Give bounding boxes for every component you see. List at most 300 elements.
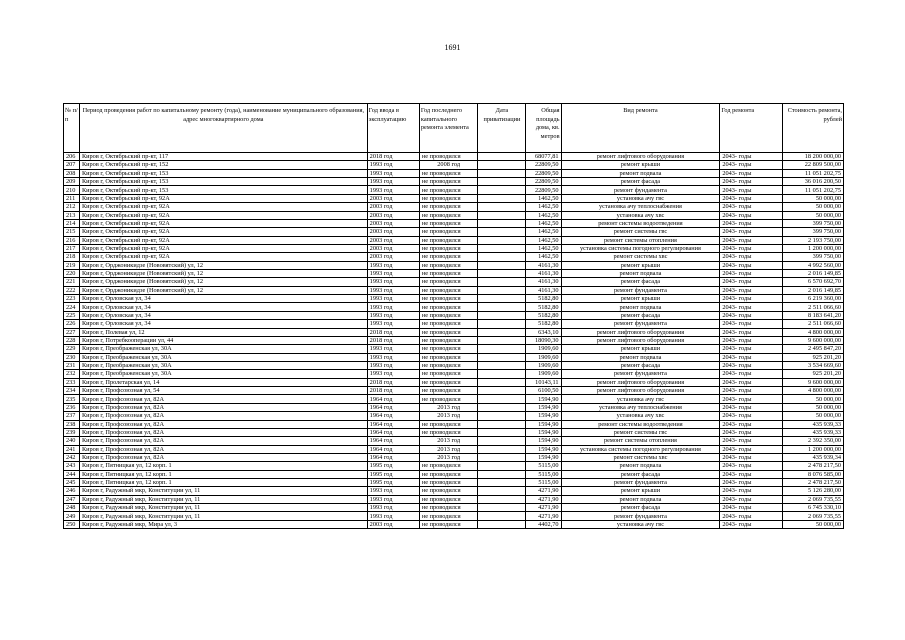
row-commission-year: 1964 год [367,445,419,453]
row-repair-type: ремонт лифтового оборудования [561,153,720,161]
row-privatization [478,320,526,328]
table-row [64,278,844,286]
table-row [64,219,844,227]
row-number: 243 [64,462,80,470]
row-cost: 6 745 330,10 [783,504,844,512]
row-repair-type: ремонт подвала [561,353,720,361]
row-cost: 50 000,00 [783,520,844,528]
row-repair-year: 2043- годы [720,420,783,428]
row-commission-year: 1993 год [367,270,419,278]
row-cost: 50 000,00 [783,203,844,211]
row-commission-year: 1993 год [367,161,419,169]
row-cost: 18 200 000,00 [783,153,844,161]
row-address: Киров г, Пятницкая ул, 12 корп. 1 [79,462,367,470]
row-number: 226 [64,320,80,328]
row-repair-year: 2043- годы [720,378,783,386]
row-repair-year: 2043- годы [720,479,783,487]
row-last-repair: не проводился [419,370,478,378]
row-repair-type: ремонт системы водоотведения [561,420,720,428]
row-privatization [478,495,526,503]
row-cost: 8 183 641,20 [783,311,844,319]
row-commission-year: 2018 год [367,153,419,161]
row-number: 229 [64,345,80,353]
table-row [64,504,844,512]
row-number: 248 [64,504,80,512]
row-last-repair: не проводился [419,153,478,161]
row-repair-type: ремонт системы хвс [561,253,720,261]
row-last-repair: 2013 год [419,453,478,461]
row-cost: 50 000,00 [783,403,844,411]
row-repair-type: ремонт крыши [561,261,720,269]
row-address: Киров г, Профсоюзная ул, 82А [79,395,367,403]
row-repair-type: ремонт системы отопления [561,236,720,244]
row-repair-type: ремонт подвала [561,169,720,177]
row-address: Киров г, Пятницкая ул, 12 корп. 1 [79,470,367,478]
row-repair-year: 2043- годы [720,303,783,311]
row-repair-year: 2043- годы [720,361,783,369]
row-repair-type: ремонт подвала [561,495,720,503]
row-last-repair: не проводился [419,303,478,311]
row-privatization [478,336,526,344]
table-row [64,512,844,520]
row-repair-year: 2043- годы [720,336,783,344]
row-cost: 4 800 000,00 [783,328,844,336]
row-address: Киров г, Пятницкая ул, 12 корп. 1 [79,479,367,487]
row-privatization [478,445,526,453]
row-number: 208 [64,169,80,177]
row-commission-year: 2003 год [367,203,419,211]
table-row [64,320,844,328]
row-repair-year: 2043- годы [720,153,783,161]
row-area: 1462,50 [526,253,561,261]
row-cost: 2 511 066,60 [783,303,844,311]
row-last-repair: не проводился [419,278,478,286]
row-address: Киров г, Преображенская ул, 30А [79,370,367,378]
row-cost: 2 069 735,55 [783,512,844,520]
table-row [64,186,844,194]
row-number: 244 [64,470,80,478]
row-repair-year: 2043- годы [720,437,783,445]
row-last-repair: не проводился [419,286,478,294]
row-number: 216 [64,236,80,244]
row-number: 218 [64,253,80,261]
table-row [64,203,844,211]
row-area: 1462,50 [526,236,561,244]
row-address: Киров г, Преображенская ул, 30А [79,345,367,353]
row-last-repair: не проводился [419,186,478,194]
row-last-repair: не проводился [419,320,478,328]
row-commission-year: 1993 год [367,361,419,369]
row-repair-year: 2043- годы [720,470,783,478]
row-cost: 2 392 350,00 [783,437,844,445]
row-repair-type: ремонт лифтового оборудования [561,378,720,386]
row-repair-type: ремонт системы гвс [561,228,720,236]
row-cost: 399 750,00 [783,219,844,227]
row-number: 247 [64,495,80,503]
table-row [64,520,844,528]
row-area: 1594,90 [526,412,561,420]
row-address: Киров г, Радужный мкр, Конституции ул, 11 [79,512,367,520]
row-privatization [478,479,526,487]
row-commission-year: 2003 год [367,253,419,261]
row-area: 1462,50 [526,244,561,252]
row-last-repair: не проводился [419,504,478,512]
row-last-repair: 2013 год [419,412,478,420]
row-privatization [478,387,526,395]
row-area: 22809,50 [526,178,561,186]
row-last-repair: 2013 год [419,437,478,445]
row-cost: 925 201,20 [783,353,844,361]
row-commission-year: 1993 год [367,261,419,269]
row-commission-year: 1993 год [367,169,419,177]
row-repair-type: ремонт крыши [561,345,720,353]
row-cost: 2 495 847,20 [783,345,844,353]
row-area: 1462,50 [526,228,561,236]
row-area: 1594,90 [526,403,561,411]
row-last-repair: не проводился [419,479,478,487]
row-cost: 36 016 200,50 [783,178,844,186]
row-number: 217 [64,244,80,252]
row-repair-type: ремонт фасада [561,311,720,319]
row-repair-type: ремонт системы отопления [561,437,720,445]
row-repair-type: установка ачу гвс [561,395,720,403]
row-last-repair: не проводился [419,211,478,219]
table-row [64,161,844,169]
row-last-repair: не проводился [419,462,478,470]
row-commission-year: 1993 год [367,186,419,194]
row-commission-year: 2003 год [367,520,419,528]
row-number: 224 [64,303,80,311]
row-last-repair: не проводился [419,295,478,303]
row-privatization [478,270,526,278]
row-last-repair: не проводился [419,520,478,528]
row-repair-year: 2043- годы [720,186,783,194]
row-privatization [478,395,526,403]
row-privatization [478,178,526,186]
row-repair-year: 2043- годы [720,428,783,436]
row-repair-type: ремонт системы хвс [561,453,720,461]
row-address: Киров г, Орджоникидзе (Нововятский) ул, 12 [79,270,367,278]
row-address: Киров г, Радужный мкр, Конституции ул, 11 [79,504,367,512]
row-cost: 2 069 735,55 [783,495,844,503]
header-repair-type: Вид ремонта [561,104,720,153]
row-privatization [478,169,526,177]
row-repair-type: ремонт фасада [561,470,720,478]
row-commission-year: 1964 год [367,428,419,436]
row-last-repair: не проводился [419,178,478,186]
row-area: 1594,90 [526,420,561,428]
row-number: 211 [64,194,80,202]
row-repair-year: 2043- годы [720,219,783,227]
table-row [64,462,844,470]
row-commission-year: 1993 год [367,345,419,353]
row-repair-type: установка ачу хвс [561,211,720,219]
row-privatization [478,512,526,520]
row-repair-year: 2043- годы [720,504,783,512]
row-address: Киров г, Профсоюзная ул, 82А [79,412,367,420]
row-number: 245 [64,479,80,487]
row-area: 1909,60 [526,345,561,353]
row-area: 1594,90 [526,437,561,445]
row-privatization [478,470,526,478]
row-repair-year: 2043- годы [720,320,783,328]
row-number: 227 [64,328,80,336]
row-area: 5115,00 [526,462,561,470]
row-area: 5182,80 [526,311,561,319]
row-number: 239 [64,428,80,436]
row-number: 210 [64,186,80,194]
row-area: 5182,80 [526,303,561,311]
row-number: 215 [64,228,80,236]
row-last-repair: не проводился [419,378,478,386]
row-privatization [478,194,526,202]
row-address: Киров г, Октябрьский пр-кт, 92А [79,219,367,227]
row-repair-year: 2043- годы [720,520,783,528]
row-last-repair: не проводился [419,470,478,478]
row-number: 234 [64,387,80,395]
row-repair-type: ремонт лифтового оборудования [561,336,720,344]
row-cost: 2 478 217,50 [783,462,844,470]
row-address: Киров г, Орловская ул, 34 [79,311,367,319]
row-repair-type: ремонт фасада [561,504,720,512]
row-cost: 4 992 560,00 [783,261,844,269]
row-cost: 5 126 280,00 [783,487,844,495]
header-row-number: № п/п [64,104,80,153]
row-repair-type: ремонт крыши [561,487,720,495]
row-privatization [478,361,526,369]
row-repair-type: ремонт лифтового оборудования [561,387,720,395]
row-repair-year: 2043- годы [720,228,783,236]
row-commission-year: 2003 год [367,194,419,202]
row-privatization [478,219,526,227]
row-address: Киров г, Потребкооперации ул, 44 [79,336,367,344]
row-last-repair: не проводился [419,169,478,177]
header-address: Период проведения работ по капитальному ремонту (года), наименование муниципального образования, адрес многоквартирного дома [79,104,367,153]
row-number: 240 [64,437,80,445]
table-row [64,270,844,278]
row-repair-type: ремонт фасада [561,178,720,186]
row-area: 5182,80 [526,320,561,328]
row-address: Киров г, Орловская ул, 34 [79,320,367,328]
row-privatization [478,504,526,512]
capital-repair-table [63,103,844,529]
row-cost: 50 000,00 [783,194,844,202]
table-row [64,345,844,353]
row-last-repair: не проводился [419,487,478,495]
row-cost: 4 800 000,00 [783,387,844,395]
row-number: 221 [64,278,80,286]
table-row [64,336,844,344]
table-row [64,328,844,336]
row-cost: 6 570 692,70 [783,278,844,286]
row-cost: 435 939,33 [783,428,844,436]
row-commission-year: 1995 год [367,462,419,470]
row-repair-type: ремонт фундамента [561,186,720,194]
table-row [64,420,844,428]
row-address: Киров г, Октябрьский пр-кт, 92А [79,203,367,211]
row-address: Киров г, Профсоюзная ул, 82А [79,428,367,436]
table-row [64,236,844,244]
row-repair-type: установка ачу теплоснабжения [561,403,720,411]
row-privatization [478,228,526,236]
row-repair-year: 2043- годы [720,462,783,470]
header-repair-cost: Стоимость ремонта, рублей [783,104,844,153]
row-address: Киров г, Пролетарская ул, 14 [79,378,367,386]
row-privatization [478,487,526,495]
row-address: Киров г, Орджоникидзе (Нововятский) ул, 12 [79,261,367,269]
row-repair-year: 2043- годы [720,286,783,294]
row-privatization [478,520,526,528]
row-privatization [478,203,526,211]
row-area: 1462,50 [526,194,561,202]
row-last-repair: не проводился [419,311,478,319]
row-repair-year: 2043- годы [720,236,783,244]
table-row [64,445,844,453]
row-number: 231 [64,361,80,369]
row-number: 237 [64,412,80,420]
row-address: Киров г, Октябрьский пр-кт, 153 [79,178,367,186]
row-address: Киров г, Радужный мкр, Мира ул, 3 [79,520,367,528]
row-privatization [478,378,526,386]
row-repair-type: ремонт фасада [561,278,720,286]
row-privatization [478,286,526,294]
row-commission-year: 1993 год [367,311,419,319]
table-row [64,178,844,186]
table-row [64,495,844,503]
row-commission-year: 1993 год [367,295,419,303]
row-number: 220 [64,270,80,278]
row-area: 1909,60 [526,353,561,361]
row-address: Киров г, Полевая ул, 12 [79,328,367,336]
row-repair-year: 2043- годы [720,194,783,202]
header-privatization-date: Дата приватизации [478,104,526,153]
row-last-repair: не проводился [419,387,478,395]
row-repair-year: 2043- годы [720,261,783,269]
row-last-repair: не проводился [419,328,478,336]
row-repair-year: 2043- годы [720,403,783,411]
row-cost: 399 750,00 [783,228,844,236]
table-row [64,303,844,311]
row-repair-type: установка системы погодного регулирования [561,445,720,453]
row-repair-year: 2043- годы [720,395,783,403]
row-last-repair: не проводился [419,244,478,252]
row-number: 223 [64,295,80,303]
row-address: Киров г, Октябрьский пр-кт, 92А [79,253,367,261]
row-area: 1594,90 [526,453,561,461]
row-commission-year: 2018 год [367,328,419,336]
row-repair-year: 2043- годы [720,495,783,503]
row-area: 1594,90 [526,445,561,453]
table-row [64,194,844,202]
row-area: 10143,11 [526,378,561,386]
table-row [64,378,844,386]
row-area: 4161,30 [526,278,561,286]
row-area: 1909,60 [526,370,561,378]
row-cost: 50 000,00 [783,395,844,403]
row-area: 1909,60 [526,361,561,369]
row-area: 6100,50 [526,387,561,395]
row-cost: 9 600 000,00 [783,336,844,344]
row-commission-year: 1964 год [367,420,419,428]
row-repair-year: 2043- годы [720,512,783,520]
row-cost: 11 051 202,75 [783,186,844,194]
row-last-repair: не проводился [419,253,478,261]
row-area: 22809,50 [526,186,561,194]
table-row [64,295,844,303]
row-repair-year: 2043- годы [720,311,783,319]
row-cost: 435 939,34 [783,453,844,461]
table-row [64,403,844,411]
row-address: Киров г, Октябрьский пр-кт, 92А [79,194,367,202]
row-commission-year: 2003 год [367,244,419,252]
row-last-repair: не проводился [419,428,478,436]
row-address: Киров г, Профсоюзная ул, 82А [79,437,367,445]
header-repair-year: Год ремонта [720,104,783,153]
row-cost: 1 200 000,00 [783,445,844,453]
row-privatization [478,253,526,261]
row-area: 1594,90 [526,428,561,436]
row-repair-year: 2043- годы [720,370,783,378]
row-commission-year: 2003 год [367,219,419,227]
table-row [64,370,844,378]
table-row [64,311,844,319]
row-cost: 2 511 066,60 [783,320,844,328]
row-privatization [478,278,526,286]
row-commission-year: 2003 год [367,228,419,236]
row-privatization [478,437,526,445]
row-commission-year: 1995 год [367,479,419,487]
row-repair-type: ремонт системы водоотведения [561,219,720,227]
row-repair-year: 2043- годы [720,412,783,420]
row-address: Киров г, Октябрьский пр-кт, 153 [79,169,367,177]
table-row [64,361,844,369]
row-privatization [478,311,526,319]
row-last-repair: не проводился [419,420,478,428]
row-privatization [478,428,526,436]
row-privatization [478,353,526,361]
row-address: Киров г, Октябрьский пр-кт, 92А [79,244,367,252]
row-address: Киров г, Профсоюзная ул, 82А [79,420,367,428]
row-privatization [478,328,526,336]
row-repair-year: 2043- годы [720,253,783,261]
row-privatization [478,303,526,311]
row-number: 236 [64,403,80,411]
table-row [64,428,844,436]
row-repair-type: ремонт крыши [561,295,720,303]
row-last-repair: не проводился [419,219,478,227]
row-repair-type: установка ачу теплоснабжения [561,203,720,211]
row-commission-year: 1993 год [367,303,419,311]
row-area: 22809,50 [526,169,561,177]
table-row [64,253,844,261]
row-privatization [478,345,526,353]
row-last-repair: не проводился [419,194,478,202]
row-area: 5115,00 [526,470,561,478]
row-repair-year: 2043- годы [720,270,783,278]
row-address: Киров г, Орловская ул, 34 [79,295,367,303]
row-privatization [478,462,526,470]
row-cost: 2 193 750,00 [783,236,844,244]
header-total-area: Общая площадь дома, кв. метров [526,104,561,153]
row-commission-year: 2018 год [367,336,419,344]
row-repair-year: 2043- годы [720,445,783,453]
table-row [64,470,844,478]
row-cost: 435 939,33 [783,420,844,428]
row-number: 212 [64,203,80,211]
row-area: 1594,90 [526,395,561,403]
row-address: Киров г, Октябрьский пр-кт, 152 [79,161,367,169]
table-row [64,244,844,252]
